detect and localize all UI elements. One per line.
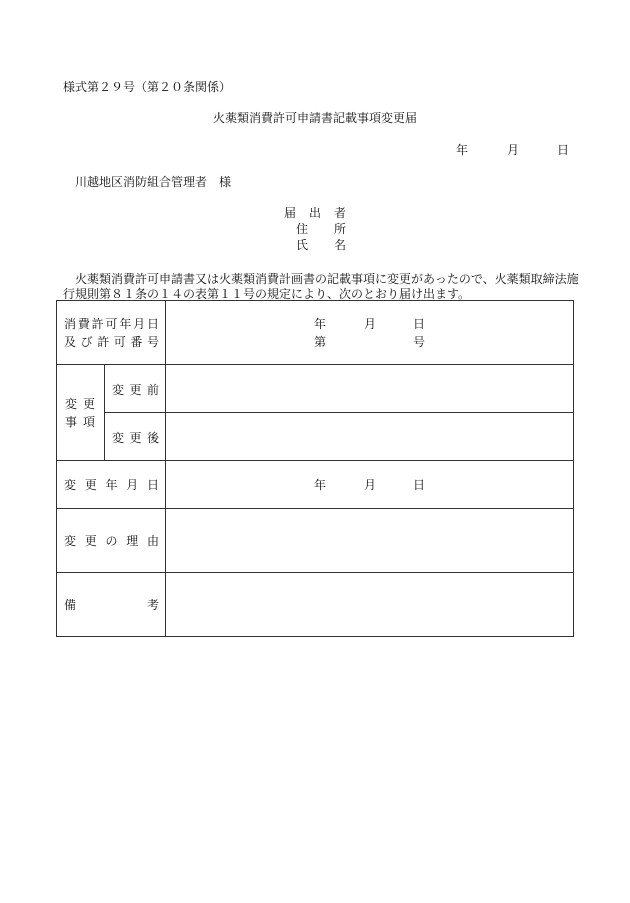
reason-value-cell[interactable] [166, 509, 574, 573]
permit-number-prefix: 第 [314, 334, 327, 349]
remarks-label-right: 考 [147, 597, 160, 612]
form-number: 様式第２９号（第２０条関係） [63, 80, 232, 94]
remarks-row [57, 573, 574, 637]
reason-label-cell [57, 509, 166, 573]
permit-label-line1: 消費許可年月日 [64, 316, 160, 331]
change-before-label-cell [105, 365, 166, 413]
change-after-label-cell [105, 413, 166, 461]
date-month-label: 月 [507, 143, 520, 157]
permit-row [57, 301, 574, 365]
date-day-label: 日 [557, 143, 570, 157]
addressee: 川越地区消防組合管理者 様 [75, 175, 232, 189]
change-date-label: 変更年月日 [64, 477, 160, 492]
change-before-label: 変更前 [112, 383, 160, 397]
change-items-label-line2: 事項 [65, 414, 95, 429]
remarks-value-cell[interactable] [166, 573, 574, 637]
change-before-value-cell[interactable] [166, 365, 574, 413]
change-date-row [57, 461, 574, 509]
change-after-value-cell[interactable] [166, 413, 574, 461]
permit-label-line2: 及び許可番号 [64, 334, 160, 349]
permit-year-label: 年 [314, 316, 327, 331]
remarks-label-left: 備 [64, 597, 77, 612]
permit-value-cell[interactable] [166, 301, 574, 365]
change-date-label-cell [57, 461, 166, 509]
permit-month-label: 月 [364, 316, 377, 331]
remarks-label-cell [57, 573, 166, 637]
permit-day-label: 日 [413, 316, 426, 331]
statement-text [63, 272, 583, 302]
reason-label: 変更の理由 [64, 533, 160, 548]
reason-row [57, 509, 574, 573]
change-year-label: 年 [314, 477, 327, 492]
change-items-label-line1: 変更 [65, 396, 95, 411]
change-month-label: 月 [364, 477, 377, 492]
notification-table [56, 300, 574, 637]
address-label: 住所 [296, 222, 346, 236]
date-year-label: 年 [456, 143, 469, 157]
change-before-row [57, 365, 574, 413]
change-after-label: 変更後 [112, 431, 160, 445]
name-label: 氏名 [296, 238, 346, 252]
notifier-label: 届出者 [284, 206, 346, 220]
permit-number-suffix: 号 [413, 334, 426, 349]
change-day-label: 日 [413, 477, 426, 492]
change-date-value-cell[interactable] [166, 461, 574, 509]
document-title: 火薬類消費許可申請書記載事項変更届 [212, 111, 417, 125]
statement-paragraph: 火薬類消費許可申請書又は火薬類消費計画書の記載事項に変更があったので、火薬類取締法施行規則第８１条の１４の表第１１号の規定により、次のとおり届け出ます。 [63, 272, 579, 301]
change-after-row [57, 413, 574, 461]
change-items-label-cell [57, 365, 105, 461]
permit-label-cell [57, 301, 166, 365]
